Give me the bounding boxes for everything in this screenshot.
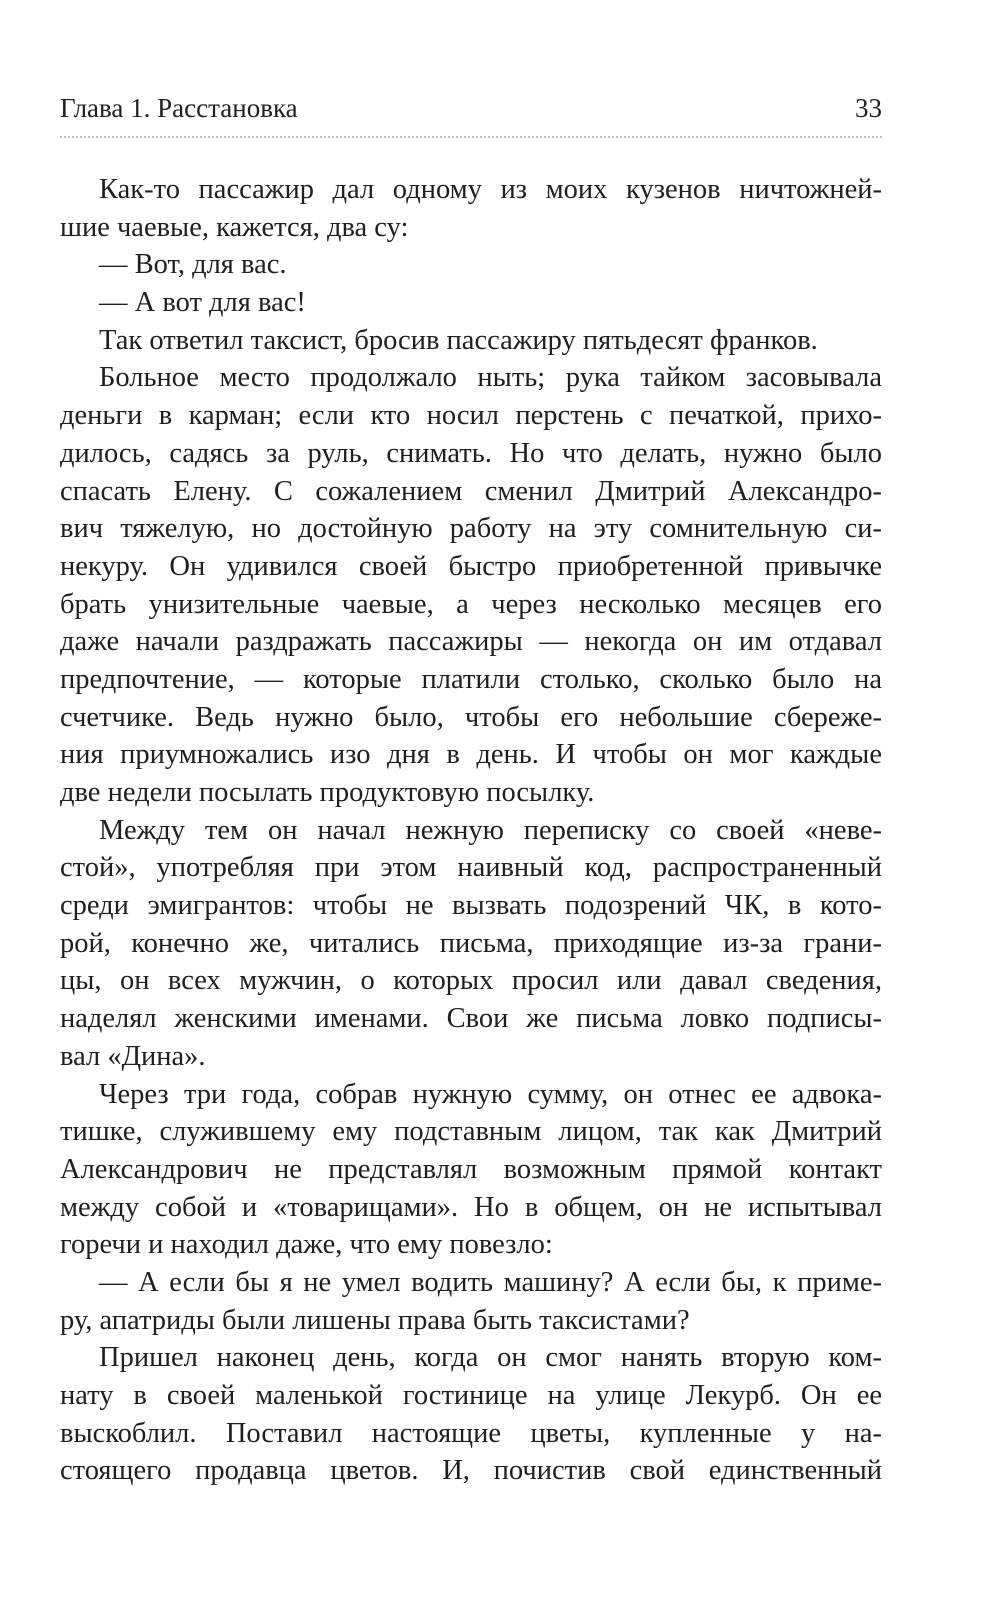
text-line: Больное место продолжало ныть; рука тайком засовывала: [99, 362, 882, 394]
text-line: дилось, садясь за руль, снимать. Но что делать, нужно было: [60, 437, 882, 469]
text-line: горечи и находил даже, что ему повезло:: [60, 1229, 553, 1261]
text-line: Через три года, собрав нужную сумму, он отнес ее адвока-: [99, 1078, 882, 1110]
text-line: даже начали раздражать пассажиры — некогда он им отдавал: [60, 626, 882, 658]
text-line: Пришел наконец день, когда он смог нанять вторую ком-: [99, 1342, 882, 1374]
text-line: выскоблил. Поставил настоящие цветы, купленные у на-: [60, 1417, 882, 1449]
body-text: [60, 171, 882, 1490]
text-line: стоящего продавца цветов. И, почистив свой единственный: [60, 1455, 882, 1487]
text-line: — Вот, для вас.: [99, 249, 287, 281]
text-line: среди эмигрантов: чтобы не вызвать подозрений ЧК, в кото-: [60, 890, 882, 922]
text-line: шие чаевые, кажется, два су:: [60, 211, 409, 243]
text-line: Между тем он начал нежную переписку со своей «неве-: [99, 814, 882, 846]
chapter-title: Глава 1. Расстановка: [60, 93, 298, 123]
page-number: 33: [855, 93, 882, 123]
text-line: деньги в карман; если кто носил перстень с печаткой, прихо-: [60, 400, 882, 432]
text-line: наделял женскими именами. Свои же письма ловко подписы-: [60, 1003, 882, 1035]
text-line: — А вот для вас!: [99, 287, 306, 319]
text-line: ру, апатриды были лишены права быть таксистами?: [60, 1304, 690, 1336]
text-line: между собой и «товарищами». Но в общем, он не испытывал: [60, 1191, 882, 1223]
text-line: ния приумножались изо дня в день. И чтобы он мог каждые: [60, 739, 882, 771]
text-line: вал «Дина».: [60, 1040, 206, 1072]
text-line: рой, конечно же, читались письма, приходящие из-за грани-: [60, 927, 882, 959]
text-line: Александрович не представлял возможным прямой контакт: [60, 1153, 882, 1185]
text-line: две недели посылать продуктовую посылку.: [60, 777, 595, 808]
header-divider: [60, 136, 882, 138]
text-line: некуру. Он удивился своей быстро приобретенной привычке: [60, 550, 882, 582]
text-line: вич тяжелую, но достойную работу на эту сомнительную си-: [60, 513, 882, 545]
text-line: нату в своей маленькой гостинице на улице Лекурб. Он ее: [60, 1380, 882, 1411]
text-line: стой», употребляя при этом наивный код, распространенный: [60, 852, 882, 884]
text-line: счетчике. Ведь нужно было, чтобы его небольшие сбереже-: [60, 701, 882, 733]
text-line: Так ответил таксист, бросив пассажиру пятьдесят франков.: [99, 324, 818, 356]
text-line: Как-то пассажир дал одному из моих кузенов ничтожней-: [99, 174, 882, 205]
text-line: цы, он всех мужчин, о которых просил или давал сведения,: [60, 965, 882, 997]
text-line: — А если бы я не умел водить машину? А если бы, к приме-: [99, 1266, 882, 1298]
text-line: спасать Елену. С сожалением сменил Дмитрий Александро-: [60, 475, 882, 507]
running-header: [60, 88, 882, 128]
text-line: тишке, служившему ему подставным лицом, так как Дмитрий: [60, 1116, 882, 1148]
text-line: брать унизительные чаевые, а через несколько месяцев его: [60, 588, 882, 620]
text-line: предпочтение, — которые платили столько, сколько было на: [60, 663, 882, 695]
